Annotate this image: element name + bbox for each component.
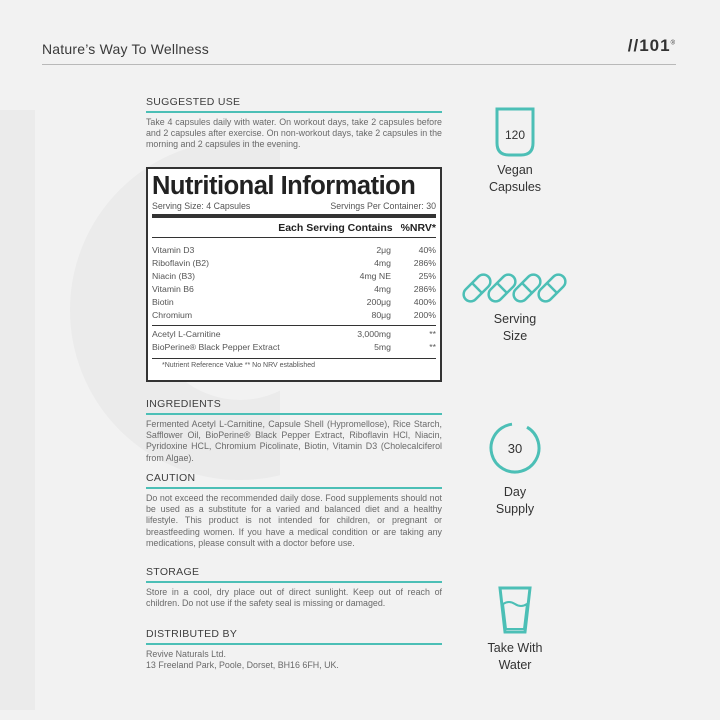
feature-day-supply [450, 420, 580, 518]
caution-text: Do not exceed the recommended daily dose. Food supplements should not be used as a substitute for a varied and balanced diet and a healthy lifestyle. This product is not intended for children, or pregnant or breastfeeding women. If you have a medical condition or are taking any medications, please consult with a doctor before use. [146, 493, 442, 548]
feature-vegan-capsules [450, 106, 580, 196]
caution-heading: CAUTION [146, 472, 442, 489]
ingredients-section [146, 398, 442, 464]
nutrient-rows [152, 244, 436, 322]
nutrient-row: Vitamin D3 2μg 40% [152, 245, 436, 255]
distributed-heading: DISTRIBUTED BY [146, 628, 442, 645]
nutrient-row: Acetyl L-Carnitine 3,000mg ** [152, 329, 436, 339]
storage-heading: STORAGE [146, 566, 442, 583]
nutrient-row: Vitamin B6 4mg 286% [152, 284, 436, 294]
other-ingredient-rows [152, 325, 436, 354]
svg-text:120: 120 [504, 128, 526, 142]
header-divider [42, 64, 676, 65]
each-serving-header: Each Serving Contains %NRV* [152, 218, 436, 238]
storage-text: Store in a cool, dry place out of direct sunlight. Keep out of reach of children. Do not use if the safety seal is missing or damaged. [146, 587, 442, 609]
feature-label: Serving Size [493, 312, 537, 343]
nutrient-row: Riboflavin (B2) 4mg 286% [152, 258, 436, 268]
ingredients-text: Fermented Acetyl L-Carnitine, Capsule Shell (Hypromellose), Rice Starch, Safflower Oil, BioPerine® Black Pepper Extract, Riboflavin HCl, Niacin, Pyridoxine HCL, Chromium Picolinate, Biotin, Vitamin D3 (Cholecalciferol from Algae). [146, 419, 442, 463]
nrv-footnote: *Nutrient Reference Value ** No NRV established [152, 358, 436, 369]
feature-label: Take With Water [487, 641, 543, 672]
tagline: Nature’s Way To Wellness [42, 41, 209, 57]
suggested-use-text: Take 4 capsules daily with water. On workout days, take 2 capsules before and 2 capsules after exercise. On non-workout days, take 2 capsules in the morning and 2 capsules in the evening. [146, 117, 442, 150]
serving-size: Serving Size: 4 Capsules [152, 201, 251, 211]
pouch-icon [493, 106, 537, 158]
nutrient-row: Chromium 80μg 200% [152, 310, 436, 320]
water-glass-icon [497, 586, 533, 634]
progress-ring-icon [487, 420, 543, 476]
nutrient-row: Niacin (B3) 4mg NE 25% [152, 271, 436, 281]
serving-info [152, 201, 436, 218]
svg-text:30: 30 [507, 441, 523, 456]
suggested-use-section [146, 96, 442, 151]
distributed-section [146, 628, 442, 671]
ingredients-heading: INGREDIENTS [146, 398, 442, 415]
caution-section [146, 472, 442, 549]
nutrition-panel [146, 167, 442, 382]
servings-per-container: Servings Per Container: 30 [330, 201, 436, 211]
capsules-icon [460, 268, 570, 308]
feature-take-with-water [450, 586, 580, 674]
nutrient-row: Biotin 200μg 400% [152, 297, 436, 307]
feature-label: Day Supply [495, 485, 535, 516]
feature-serving-size [450, 268, 580, 345]
nutrient-row: BioPerine® Black Pepper Extract 5mg ** [152, 342, 436, 352]
brand-logo: //101® [627, 36, 676, 55]
suggested-use-heading: SUGGESTED USE [146, 96, 442, 113]
distributor-name: Revive Naturals Ltd. [146, 649, 226, 659]
feature-label: Vegan Capsules [488, 163, 542, 194]
storage-section [146, 566, 442, 609]
nutrition-title: Nutritional Information [152, 172, 416, 200]
distributor-address: 13 Freeland Park, Poole, Dorset, BH16 6FH, UK. [146, 660, 339, 671]
